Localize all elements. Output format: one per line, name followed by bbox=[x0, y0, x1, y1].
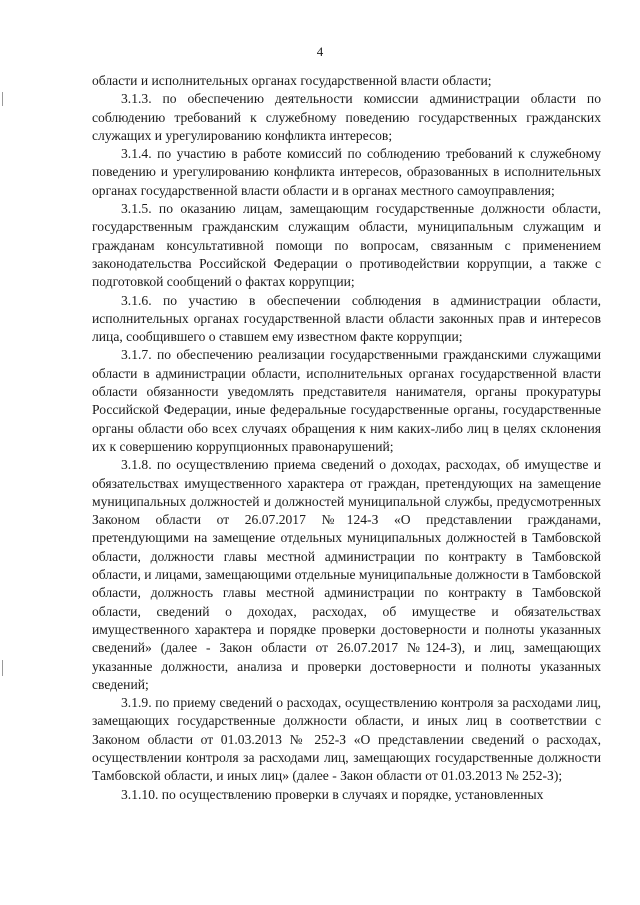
document-body bbox=[92, 72, 601, 804]
page-number: 4 bbox=[316, 44, 324, 59]
paragraph: области и исполнительных органах государственной власти области; bbox=[92, 73, 492, 88]
scan-edge-mark bbox=[2, 92, 3, 106]
paragraph-3-1-8: 3.1.8. по осуществлению приема сведений о доходах, расходах, об имуществе и обязательствах имущественного характера от граждан, претендующих на замещение муниципальных должностей и должностей муниципальной службы, предусмотренных Законом области от 26.07.2017 №124-З «О представлении гражданами, претендующими на замещение отдельных муниципальных должностей в Тамбовской области, должности главы местной администрации по контракту в Тамбовской области, и лицами, замещающими отдельные муниципальные должности в Тамбовской области, должность главы местной администрации по контракту в Тамбовской области, сведений о доходах, расходах, об имуществе и обязательствах имущественного характера и порядке проверки достоверности и полноты указанных сведений» (далее - Закон области от 26.07.2017 №124-З), и лиц, замещающих указанные должности, анализа и проверки достоверности и полноты указанных сведений; bbox=[92, 457, 601, 692]
scan-edge-mark bbox=[2, 660, 3, 676]
paragraph-3-1-3: 3.1.3. по обеспечению деятельности комиссии администрации области по соблюдению требований к служебному поведению государственных гражданских служащих и урегулированию конфликта интересов; bbox=[92, 91, 601, 143]
paragraph-3-1-4: 3.1.4. по участию в работе комиссий по соблюдению требований к служебному поведению и урегулированию конфликта интересов, образованных в исполнительных органах государственной власти области и в органах местного самоуправления; bbox=[92, 146, 601, 198]
paragraph-3-1-7: 3.1.7. по обеспечению реализации государственными гражданскими служащими области в администрации области, исполнительных органах государственной власти области обязанности уведомлять представителя нанимателя, органы прокуратуры Российской Федерации, иные федеральные государственные органы, государственные органы области обо всех случаях обращения к ним каких-либо лиц в целях склонения их к совершению коррупционных правонарушений; bbox=[92, 347, 601, 454]
paragraph-3-1-6: 3.1.6. по участию в обеспечении соблюдения в администрации области, исполнительных органах государственной власти области законных прав и интересов лица, сообщившего о ставшем ему известном факте коррупции; bbox=[92, 292, 601, 345]
paragraph-3-1-10: 3.1.10. по осуществлению проверки в случаях и порядке, установленных bbox=[121, 786, 544, 802]
paragraph-3-1-5: 3.1.5. по оказанию лицам, замещающим государственные должности области, государственным гражданским служащим области, муниципальным служащим и гражданам консультативной помощи по вопросам, связанным с применением законодательства Российской Федерации о противодействии коррупции, а также с подготовкой сообщений о фактах коррупции; bbox=[92, 201, 601, 290]
paragraph-3-1-9: 3.1.9. по приему сведений о расходах, осуществлению контроля за расходами лиц, замещающих государственные должности области, и иных лиц в соответствии с Законом области от 01.03.2013 № 252-З «О представлении сведений о расходах, осуществлении контроля за расходами лиц, замещающих государственные должности Тамбовской области, и иных лиц» (далее - Закон области от 01.03.2013 № 252-З); bbox=[92, 695, 601, 784]
